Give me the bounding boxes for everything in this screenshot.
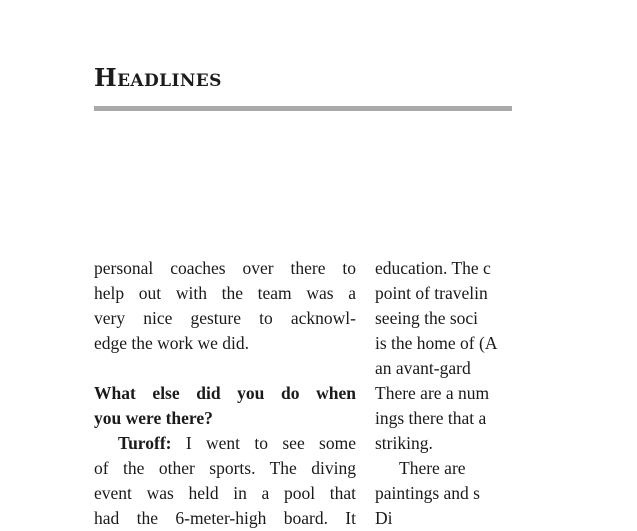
answer-text: I went to see some — [185, 433, 356, 453]
interview-question-line: you were there? — [94, 408, 213, 428]
body-line: edge the work we did. — [94, 333, 250, 353]
body-line: very nice gesture to acknowl- — [94, 308, 356, 328]
body-line: event was held in a pool that — [94, 483, 356, 503]
body-line: There are a num — [375, 383, 490, 403]
left-column — [94, 256, 356, 531]
answer-first-line — [94, 431, 356, 456]
body-line: personal coaches over there to — [94, 258, 356, 278]
paragraph-gap — [94, 356, 356, 381]
body-line: ings there that a — [375, 408, 487, 428]
body-line: striking. — [375, 433, 433, 453]
body-line: paintings and s — [375, 483, 480, 503]
speaker-name: Turoff: — [118, 433, 172, 453]
body-line: help out with the team was a — [94, 283, 356, 303]
heading-rule — [94, 106, 512, 111]
body-line: point of travelin — [375, 283, 488, 303]
body-line: of the other sports. The diving — [94, 458, 356, 478]
body-line: There are — [399, 458, 466, 478]
body-line: is the home of (A — [375, 333, 498, 353]
body-line: had the 6-meter-high board. It — [94, 508, 356, 528]
body-line: seeing the soci — [375, 308, 479, 328]
body-line: education. The c — [375, 258, 491, 278]
right-column — [375, 256, 637, 531]
section-heading: Headlines — [94, 63, 222, 92]
body-line: an avant-gard — [375, 358, 471, 378]
interview-question-line: What else did you do when — [94, 383, 356, 403]
body-line: Di — [375, 508, 393, 528]
